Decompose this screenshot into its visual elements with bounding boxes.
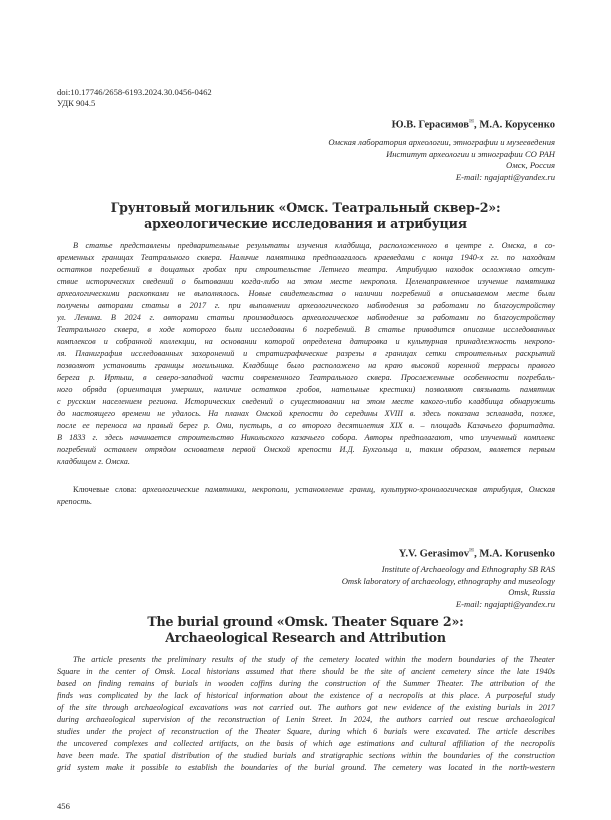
- abstract-line: based on finding remains of burials in wooden coffins during the construction of the Summer Theater. The attribution of the: [57, 679, 555, 688]
- abstract-line: В статье представлены предварительные результаты изучения кладбища, расположенного в центре г. Омска, в со-: [73, 241, 555, 250]
- abstract-line: остатков погребений в дощатых гробах при строительстве Летнего театра. Атрибуцию находок осложняло отсут-: [57, 265, 555, 274]
- keywords-text: археологические памятники, некрополи, установление границ, культурно-хронологическая атрибуция, Омская крепость.: [57, 485, 555, 506]
- abstract-line: позволяют установить границы могильника. Кладбище было расположено на краю высокой коренной террасы правого: [57, 361, 555, 370]
- authors-en: [399, 547, 555, 560]
- keywords-label: Ключевые слова:: [73, 485, 143, 494]
- abstract-line: the uncovered complexes and collected artifacts, on the basis of which age estimations and cultural affiliation of the necropolis: [57, 739, 555, 748]
- title-ru: [0, 200, 611, 232]
- abstract-ru: [57, 240, 555, 468]
- title-line: The burial ground «Omsk. Theater Square 2»:: [147, 614, 464, 629]
- abstract-line: grid system make it possible to establish the boundaries of the burial ground. The cemetery was located in the north-western: [57, 763, 555, 772]
- abstract-line: В 1833 г. здесь начинается строительство Никольского казачьего собора. Авторы предполагают, что изученный комплекс: [57, 433, 555, 442]
- abstract-line: of the site through archaeological excavations was not carried out. The authors got new evidence of the existing burials in 2017: [57, 703, 555, 712]
- email: E-mail: ngajapti@yandex.ru: [455, 598, 555, 609]
- abstract-line: ствие исторических сведений о бытовании когда-либо на этом месте некрополя. Целенаправленное изучение памятника: [57, 277, 555, 286]
- author-name: Ю.В. Герасимов: [391, 119, 469, 131]
- affiliation: Омская лаборатория археологии, этнографии и музееведения: [328, 137, 555, 147]
- envelope-icon: ✉: [469, 119, 475, 125]
- author-name: Y.V. Gerasimov: [398, 548, 470, 560]
- affiliation: Omsk, Russia: [508, 587, 555, 598]
- abstract-line: during archaeological supervision of the reconstruction of Lenin Street. In 2024, the authors carried out rescue archaeological: [57, 715, 555, 724]
- abstract-line: с русским населением региона. Исторических сведений о существовании на этом месте какого-либо кладбища обнаружить: [57, 397, 555, 406]
- abstract-line: археологическими раскопками не выполнялось. Новые свидетельства о наличии погребений в описываемом месте были: [57, 289, 555, 298]
- doi: doi:10.17746/2658-6193.2024.30.0456-0462: [57, 87, 212, 97]
- abstract-line: кладбищем г. Омска.: [57, 457, 130, 466]
- abstract-line: берега р. Иртыш, в северо-западной части современного Театрального сквера. Прослеженные особенности погребаль-: [57, 373, 555, 382]
- authors-ru: [392, 118, 555, 131]
- page-number: 456: [57, 801, 70, 811]
- abstract-line: комплексов и собранной коллекции, на основании которой определена датировка и культурная принадлежность некропо-: [57, 337, 555, 346]
- title-line: Archaeological Research and Attribution: [165, 630, 446, 645]
- affiliations-en: [342, 564, 555, 610]
- email: E-mail: ngajapti@yandex.ru: [455, 171, 555, 182]
- udc: УДК 904.5: [57, 98, 96, 108]
- affiliation: Омск, Россия: [506, 160, 555, 171]
- abstract-line: ул. Ленина. В 2024 г. авторами статьи производилось археологическое наблюдение за работами по благоустройству: [57, 313, 555, 322]
- title-line: археологические исследования и атрибуция: [144, 216, 467, 231]
- abstract-line: после ее переноса на правый берег р. Оми, пустырь, а со второго десятилетия XIX в. – площадь Казачьего форштадта.: [57, 421, 555, 430]
- abstract-line: finds was complicated by the lack of historical information about the existence of a necropolis at this place. A purposeful study: [57, 691, 555, 700]
- affiliation: Institute of Archaeology and Ethnography SB RAS: [381, 564, 555, 574]
- author-name: , M.A. Korusenko: [474, 548, 555, 560]
- title-line: Грунтовый могильник «Омск. Театральный сквер-2»:: [110, 200, 501, 215]
- abstract-line: ного обряда (ориентация умерших, наличие остатков гробов, нательные крестики) позволяют связывать памятник: [57, 385, 555, 394]
- abstract-line: The article presents the preliminary results of the study of the cemetery located within the modern boundaries of the Theater: [73, 655, 555, 664]
- affiliations-ru: [328, 137, 555, 183]
- abstract-line: до настоящего времени не удалось. На планах Омской крепости до середины XVIII в. здесь показана эспланада, позже,: [57, 409, 555, 418]
- abstract-line: Театрального сквера, в ходе которого были исследованы 6 погребений. В статье приводится описание исследованных: [57, 325, 555, 334]
- abstract-line: studies under the project of reconstruction of the Theater Square, during which 6 burials were excavated. The article describes: [57, 727, 555, 736]
- abstract-line: получены авторами статьи в 2017 г. при выполнении археологического наблюдения за работами по благоустройству: [57, 301, 555, 310]
- abstract-en: [57, 654, 555, 774]
- abstract-line: временных границах Театрального сквера. Наличие памятника предполагалось краеведами с конца 1940-х гг. по находкам: [57, 253, 555, 262]
- envelope-icon: ✉: [469, 548, 475, 554]
- affiliation: Институт археологии и этнографии СО РАН: [386, 148, 555, 159]
- author-name: , М.А. Корусенко: [474, 119, 555, 131]
- abstract-line: погребений оставлен отрядом основателя первой Омской крепости И.Д. Бухгольца и, таким образом, является первым: [57, 445, 555, 454]
- abstract-line: Square in the center of Omsk. Local historians assumed that there should be the site of ancient cemetery since the late 1940s: [57, 667, 555, 676]
- abstract-line: have been made. The spatial distribution of the studied burials and stratigraphic sections within the boundaries of the construction: [57, 751, 555, 760]
- keywords-ru: [57, 484, 555, 507]
- title-en: [0, 614, 611, 646]
- abstract-line: ля. Планиграфия исследованных захоронений и стратиграфические разрезы в границах сетки строительных раскрытий: [57, 349, 555, 358]
- affiliation: Omsk laboratory of archaeology, ethnography and museology: [341, 575, 555, 586]
